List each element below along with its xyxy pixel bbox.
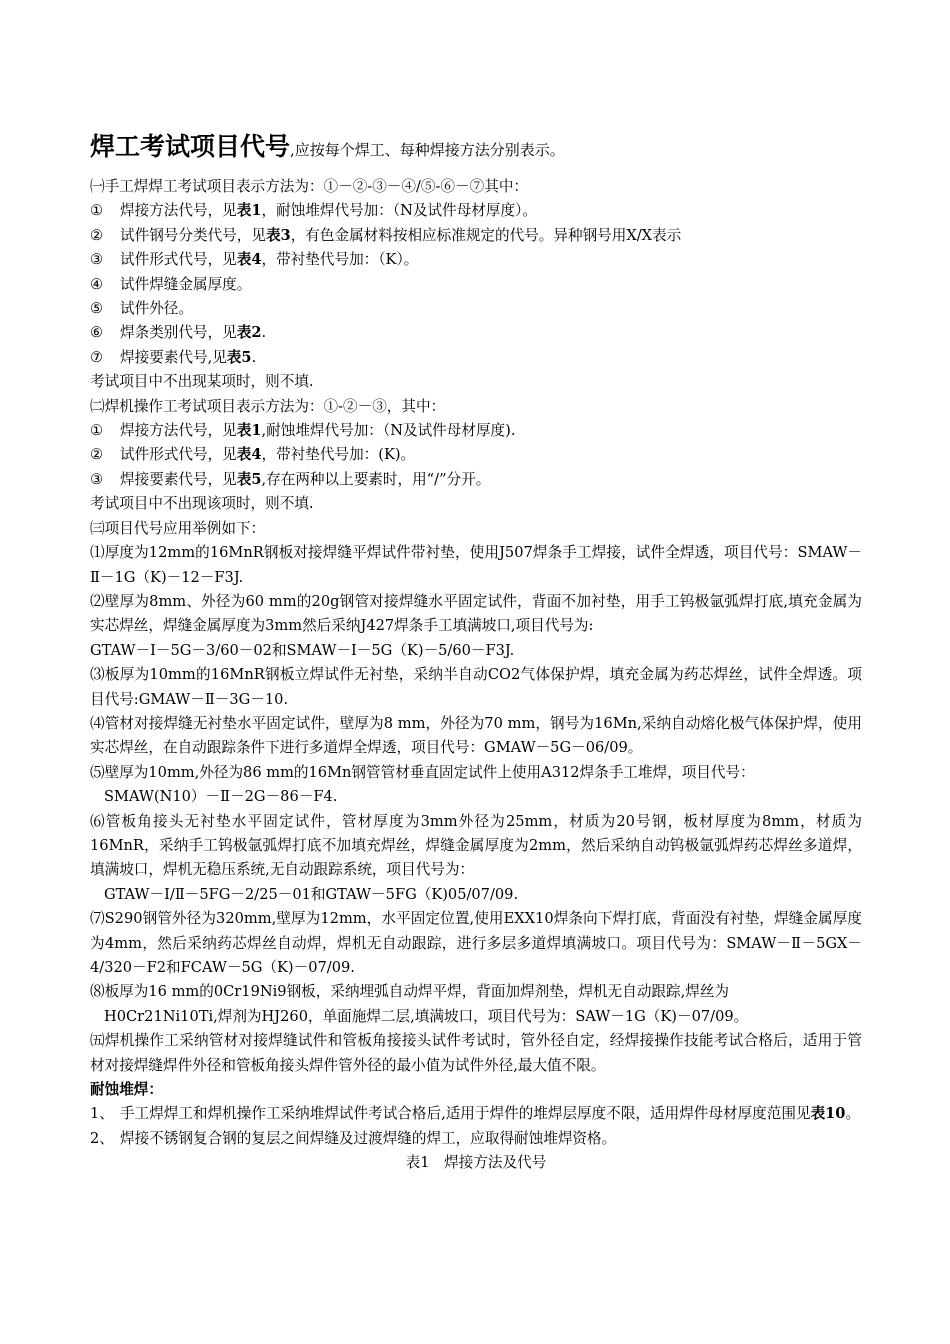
section-2-item: ① 焊接方法代号，见表1,耐蚀堆焊代号加：（N及试件母材厚度). <box>90 422 516 440</box>
example-7: ⑺S290钢管外径为320mm,壁厚为12mm，水平固定位置,使用EXX10焊条向下焊打底，背面没有衬垫，焊缝金属厚度为4mm，然后采纳药芯焊丝自动焊，焊机无自动跟踪，进行多层多道焊填满坡口。项目代号为：SMAW－Ⅱ－5GX－4/320－F2和FCAW－5G（K)－07/09. <box>90 910 862 976</box>
section-2-item: ② 试件形式代号，见表4，带衬垫代号加：(K)。 <box>90 446 416 464</box>
example-8-code: H0Cr21Ni10Ti,焊剂为HJ260，单面施焊二层,填满坡口，项目代号为：SAW－1G（K)－07/09。 <box>104 1007 749 1025</box>
example-8: ⑻板厚为16 mm的0Cr19Ni9钢板，采纳埋弧自动焊平焊，背面加焊剂垫，焊机无自动跟踪,焊丝为 <box>90 983 730 1001</box>
section-1-item: ③ 试件形式代号，见表4，带衬垫代号加：（K）。 <box>90 251 419 269</box>
example-3: ⑶板厚为10mm的16MnR钢板立焊试件无衬垫，采纳半自动CO2气体保护焊，填充金属为药芯焊丝，试件全焊透。项目代号:GMAW－Ⅱ－3G－10. <box>90 666 862 708</box>
example-4: ⑷管材对接焊缝无衬垫水平固定试件，壁厚为8 mm，外径为70 mm，钢号为16Mn,采纳自动熔化极气体保护焊，使用实芯焊丝，在自动跟踪条件下进行多道焊全焊透，项目代号：GMAW－5G－06/09。 <box>90 714 862 757</box>
section-4-item: 2、 焊接不锈钢复合钢的复层之间焊缝及过渡焊缝的焊工，应取得耐蚀堆焊资格。 <box>90 1129 617 1147</box>
section-1-item: ④ 试件焊缝金属厚度。 <box>90 275 252 293</box>
section-1-item: ⑥ 焊条类别代号，见表2. <box>90 324 267 342</box>
section-4-item: 1、 手工焊焊工和焊机操作工采纳堆焊试件考试合格后,适用于焊件的堆焊层厚度不限，适用焊件母材厚度范围见表10。 <box>90 1105 861 1123</box>
example-9: ㈤焊机操作工采纳管材对接焊缝试件和管板角接接头试件考试时，管外径自定，经焊接操作技能考试合格后，适用于管材对接焊缝焊件外径和管板角接头焊件管外径的最小值为试件外径,最大值不限。 <box>90 1032 862 1074</box>
section-2-head: ㈡焊机操作工考试项目表示方法为：①-②－③，其中： <box>90 397 446 415</box>
section-1-item: ⑤ 试件外径。 <box>90 300 193 318</box>
example-5: ⑸壁厚为10mm,外径为86 mm的16Mn钢管管材垂直固定试件上使用A312焊条手工堆焊，项目代号： <box>90 763 755 781</box>
document-page <box>90 130 862 1175</box>
example-2: ⑵壁厚为8mm、外径为60 mm的20g钢管对接焊缝水平固定试件，背面不加衬垫，用手工钨极氩弧焊打底,填充金属为实芯焊丝，焊缝金属厚度为3mm然后采纳J427焊条手工填满坡口,项目代号为: <box>90 592 862 635</box>
example-2-code: GTAW－Ⅰ－5G－3/60－02和SMAW－Ⅰ－5G（K)－5/60－F3J. <box>90 641 515 659</box>
section-4-head: 耐蚀堆焊： <box>90 1081 163 1099</box>
heading <box>90 130 862 167</box>
example-6-code: GTAW－Ⅰ/Ⅱ－5FG－2/25－01和GTAW－5FG（K)05/07/09. <box>104 885 519 903</box>
example-6: ⑹管板角接头无衬垫水平固定试件，管材厚度为3mm外径为25mm，材质为20号钢，板材厚度为8mm，材质为16MnR，采纳手工钨极氩弧焊打底不加填充焊丝，焊缝金属厚度为2mm，然后采纳自动钨极氩弧焊药芯焊丝多道焊，填满坡口，焊机无稳压系统,无自动跟踪系统，项目代号为： <box>90 812 862 879</box>
table-caption: 表1 焊接方法及代号 <box>405 1154 547 1172</box>
title-suffix: ,应按每个焊工、每种焊接方法分别表示。 <box>290 141 565 159</box>
section-2-note: 考试项目中不出现该项时，则不填. <box>90 495 314 513</box>
section-2-item: ③ 焊接要素代号，见表5,存在两种以上要素时，用“/”分开。 <box>90 470 491 488</box>
page-title: 焊工考试项目代号 <box>90 132 291 161</box>
example-5-code: SMAW(N10）－Ⅱ－2G－86－F4. <box>104 788 338 806</box>
section-1-head: ㈠手工焊焊工考试项目表示方法为：①－②-③－④/⑤-⑥－⑦其中： <box>90 178 529 195</box>
example-1: ⑴厚度为12mm的16MnR钢板对接焊缝平焊试件带衬垫，使用J507焊条手工焊接，试件全焊透，项目代号：SMAW－Ⅱ－1G（K)－12－F3J. <box>90 544 862 586</box>
section-1-item: ① 焊接方法代号，见表1，耐蚀堆焊代号加：（N及试件母材厚度）。 <box>90 202 537 220</box>
section-3-head: ㈢项目代号应用举例如下： <box>90 519 266 537</box>
section-1-item: ⑦ 焊接要素代号,见表5. <box>90 348 257 366</box>
section-1-item: ② 试件钢号分类代号，见表3，有色金属材料按相应标准规定的代号。异种钢号用X/X表示 <box>90 226 682 244</box>
section-1-note: 考试项目中不出现某项时，则不填. <box>90 373 314 391</box>
